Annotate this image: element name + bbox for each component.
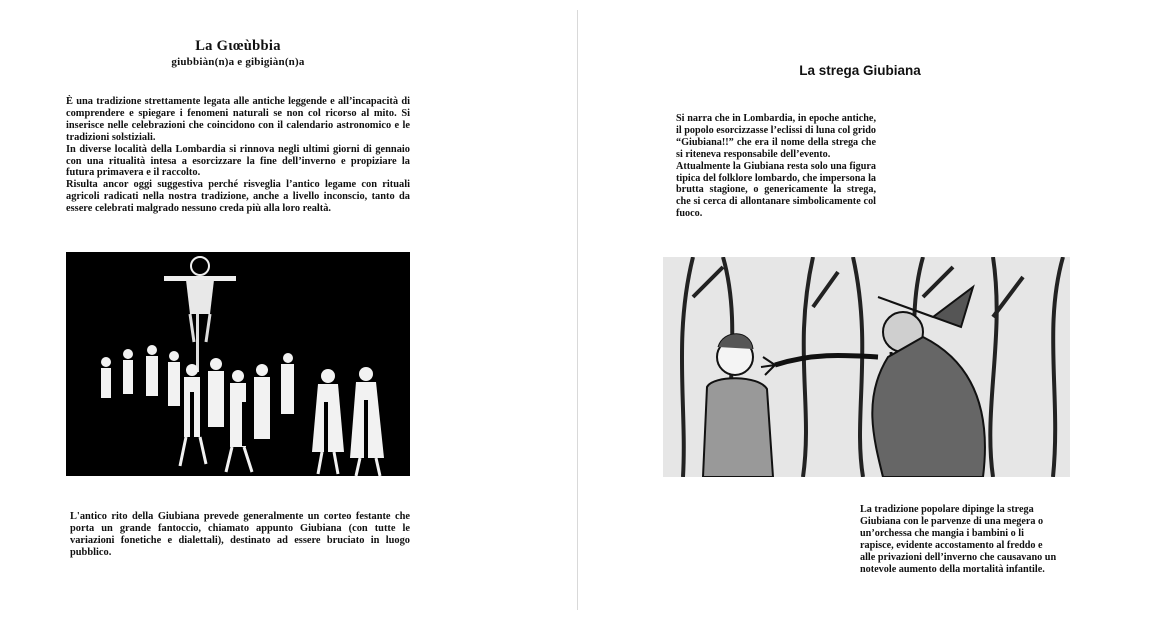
right-paragraph-line: Attualmente la Giubiana resta solo una figura tipica del folklore lombardo, che impersona la brutta stagione, o genericamente la strega, che si cerca di allontanare simbolicamente col fuoco. (676, 160, 876, 220)
left-paragraph-line: In diverse località della Lombardia si rinnova negli ultimi giorni di gennaio con una ritualità intesa a esorcizzare la fine dell’inverno e propiziare la futura primavera e il raccolto. (66, 143, 410, 179)
left-paragraph-line: È una tradizione strettamente legata alle antiche leggende e all’incapacità di comprendere e spiegare i fenomeni naturali se non col ricorso al mito. Si inserisce nelle celebrazioni che coincidono con il calendario astronomico e le tradizioni solstiziali. (66, 96, 410, 143)
right-page-title: La strega Giubiana (799, 63, 921, 78)
right-page-caption: La tradizione popolare dipinge la strega Giubiana con le parvenze di una megera o un’orchessa che mangia i bambini o li rapisce, evidente accostamento al freddo e alle privazioni dell’inverno che causavano un notevole aumento della mortalità infantile. (860, 504, 1057, 575)
procession-illustration (66, 252, 410, 476)
witch-illustration (663, 257, 1070, 477)
left-page-subtitle: giubbiàn(n)a e gibigiàn(n)a (171, 56, 305, 68)
left-page-caption: L'antico rito della Giubiana prevede generalmente un corteo festante che porta un grande fantoccio, chiamato appunto Giubiana (con tutte le variazioni fonetiche e dialettali), destinato ad essere bruciato in luogo pubblico. (70, 511, 410, 558)
left-page-title: La Gιœùbbia (195, 38, 281, 54)
left-page-paragraph (66, 96, 410, 215)
page-divider (577, 10, 578, 610)
right-paragraph-line: Si narra che in Lombardia, in epoche antiche, il popolo esorcizzasse l’eclissi di luna col grido “Giubiana!!” che era il nome della strega che si riteneva responsabile dell’evento. (676, 113, 876, 160)
right-page-paragraph (676, 113, 876, 220)
left-paragraph-line: Risulta ancor oggi suggestiva perché risveglia l’antico legame con rituali agricoli radicati nella nostra tradizione, anche a livello inconscio, tanto da essere celebrati malgrado nessuno creda più alla loro realtà. (66, 179, 410, 215)
